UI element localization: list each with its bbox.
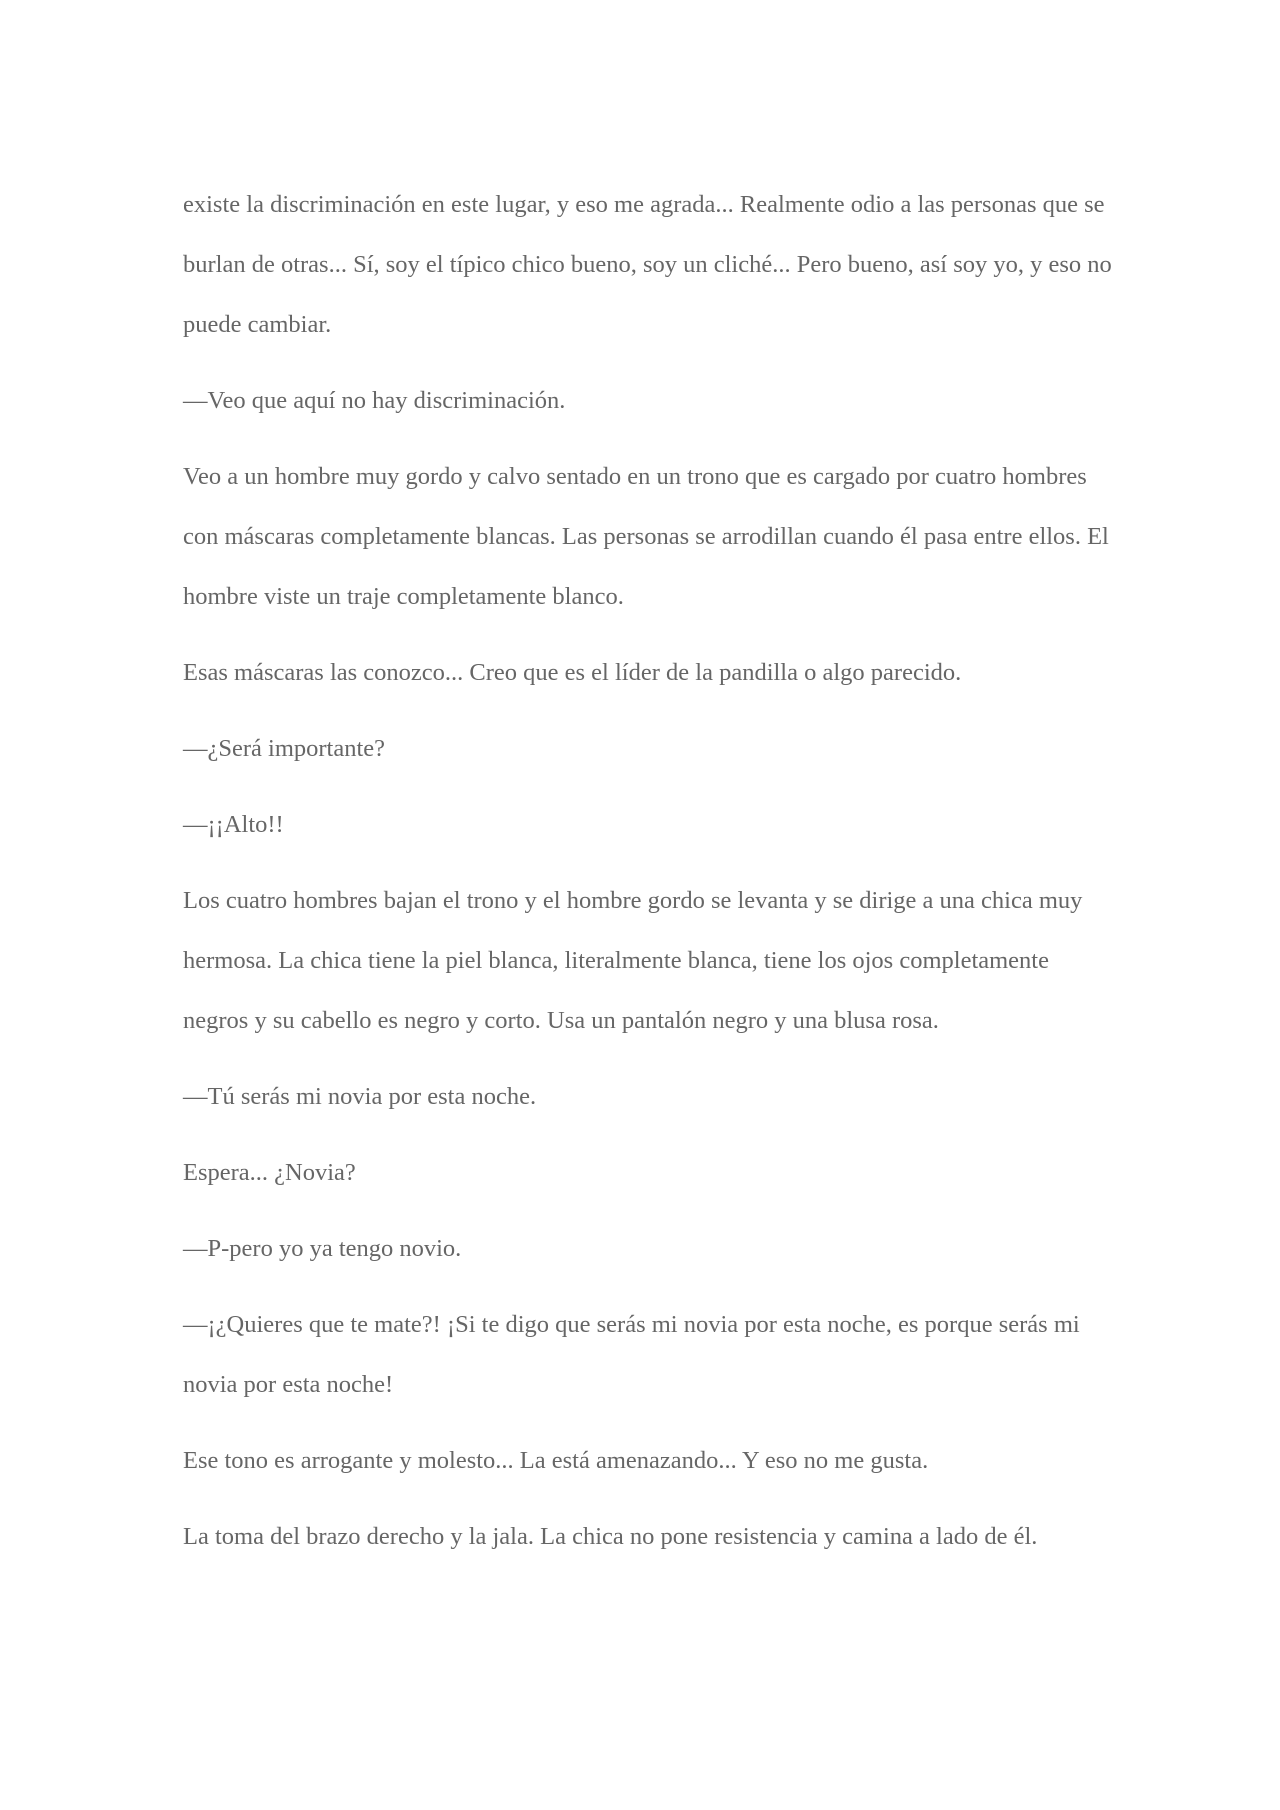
paragraph-9: Espera... ¿Novia?	[183, 1159, 356, 1186]
paragraph-10: —P-pero yo ya tengo novio.	[183, 1235, 462, 1262]
paragraph-1: existe la discriminación en este lugar, y eso me agrada... Realmente odio a las personas que se burlan de otras... Sí, soy el típico chico bueno, soy un cliché... Pero bueno, así soy yo, y eso no puede cambiar.	[183, 191, 1112, 338]
paragraph-13: La toma del brazo derecho y la jala. La chica no pone resistencia y camina a lado de él.	[183, 1523, 1038, 1550]
paragraph-6: —¡¡Alto!!	[183, 811, 284, 838]
paragraph-11: —¡¿Quieres que te mate?! ¡Si te digo que serás mi novia por esta noche, es porque serás mi novia por esta noche!	[183, 1311, 1080, 1398]
paragraph-2: —Veo que aquí no hay discriminación.	[183, 387, 566, 414]
document-body	[183, 175, 1113, 1583]
paragraph-7: Los cuatro hombres bajan el trono y el hombre gordo se levanta y se dirige a una chica muy hermosa. La chica tiene la piel blanca, literalmente blanca, tiene los ojos completamente negros y su cabello es negro y corto. Usa un pantalón negro y una blusa rosa.	[183, 887, 1083, 1034]
paragraph-12: Ese tono es arrogante y molesto... La está amenazando... Y eso no me gusta.	[183, 1447, 929, 1474]
paragraph-4: Esas máscaras las conozco... Creo que es el líder de la pandilla o algo parecido.	[183, 659, 962, 686]
paragraph-3: Veo a un hombre muy gordo y calvo sentado en un trono que es cargado por cuatro hombres con máscaras completamente blancas. Las personas se arrodillan cuando él pasa entre ellos. El hombre viste un traje completamente blanco.	[183, 463, 1109, 610]
paragraph-8: —Tú serás mi novia por esta noche.	[183, 1083, 537, 1110]
paragraph-5: —¿Será importante?	[183, 735, 386, 762]
